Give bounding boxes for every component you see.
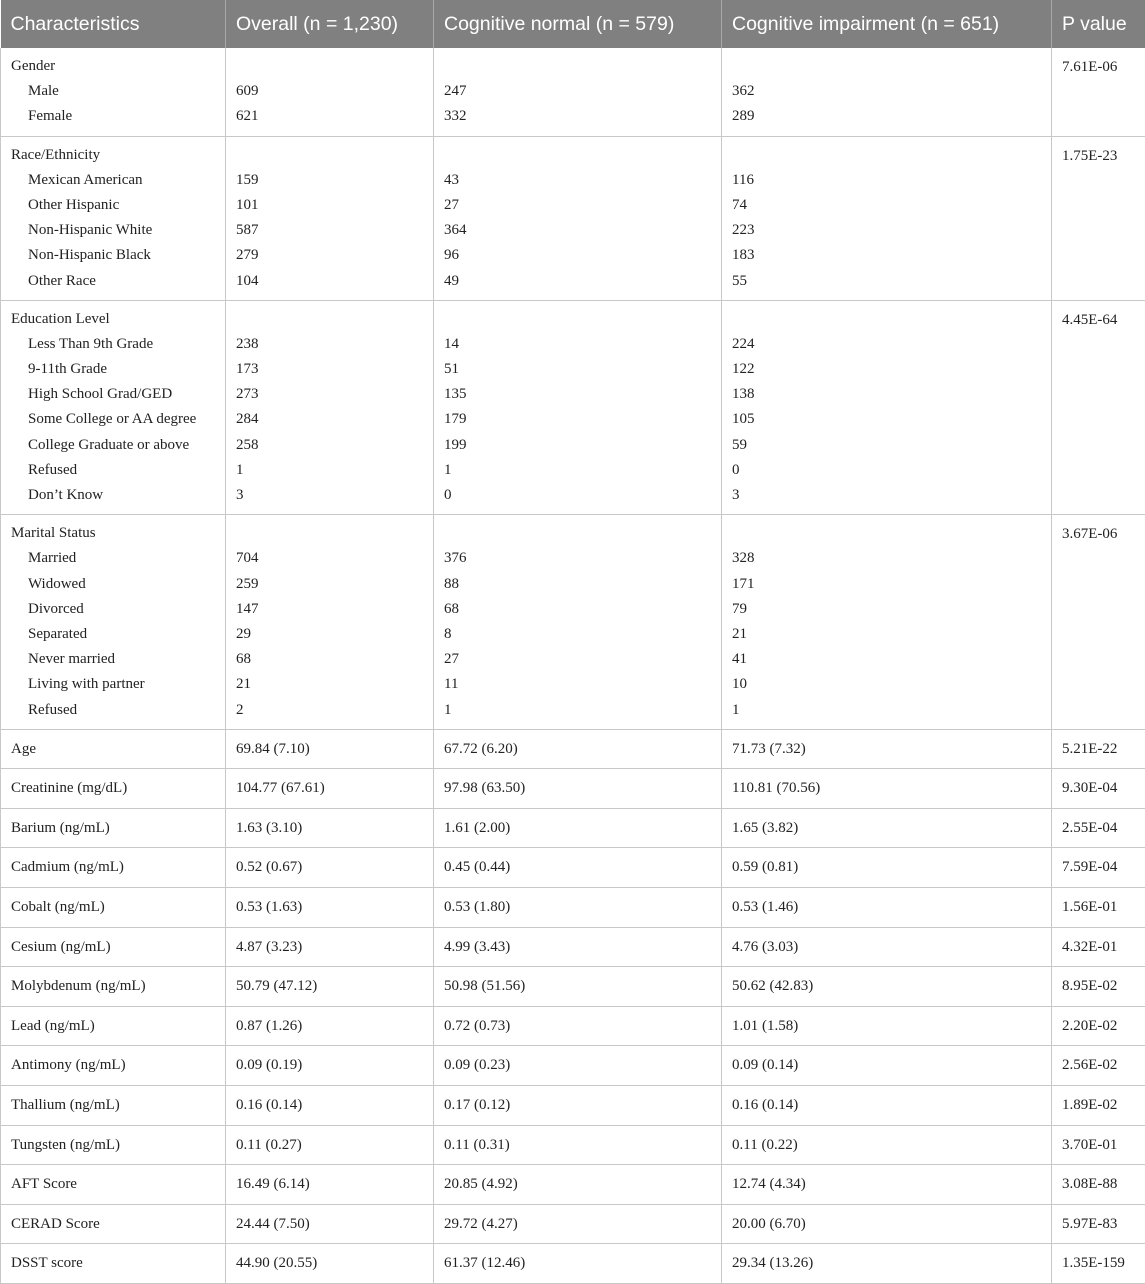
characteristic-cell: CERAD Score [1, 1204, 226, 1244]
p-value-cell: 9.30E-04 [1052, 769, 1145, 809]
cognitive-impairment-cell: 29.34 (13.26) [722, 1244, 1052, 1284]
count-value: 173 [236, 357, 423, 382]
characteristic-cell: Antimony (ng/mL) [1, 1046, 226, 1086]
spacer-line [732, 521, 1041, 546]
characteristic-cell: DSST score [1, 1244, 226, 1284]
overall-cell: 4.87 (3.23) [226, 927, 434, 967]
cognitive-normal-cell: 0.17 (0.12) [434, 1086, 722, 1126]
overall-cell: 16.49 (6.14) [226, 1165, 434, 1205]
cognitive-normal-cell: 4.99 (3.43) [434, 927, 722, 967]
cognitive-normal-cell: 0.11 (0.31) [434, 1125, 722, 1165]
characteristic-cell: Lead (ng/mL) [1, 1006, 226, 1046]
cognitive-impairment-cell: 12.74 (4.34) [722, 1165, 1052, 1205]
table-group-row [1, 48, 1145, 136]
count-value: 3 [236, 483, 423, 508]
category-label: 9-11th Grade [11, 357, 215, 382]
category-label: Married [11, 546, 215, 571]
overall-cell: 24.44 (7.50) [226, 1204, 434, 1244]
table-row [1, 1204, 1145, 1244]
p-value-cell: 2.20E-02 [1052, 1006, 1145, 1046]
p-value-cell: 5.21E-22 [1052, 729, 1145, 769]
characteristic-cell: Cadmium (ng/mL) [1, 848, 226, 888]
p-value-cell: 2.55E-04 [1052, 808, 1145, 848]
count-value: 51 [444, 357, 711, 382]
table-row [1, 888, 1145, 928]
count-value: 279 [236, 243, 423, 268]
count-value: 1 [236, 458, 423, 483]
category-label: Mexican American [11, 168, 215, 193]
count-value: 21 [236, 672, 423, 697]
spacer-line [236, 307, 423, 332]
count-value: 587 [236, 218, 423, 243]
cognitive-normal-cell: 0.45 (0.44) [434, 848, 722, 888]
overall-cell: 0.16 (0.14) [226, 1086, 434, 1126]
cognitive-impairment-cell [722, 300, 1052, 515]
cognitive-impairment-cell: 0.59 (0.81) [722, 848, 1052, 888]
count-value: 364 [444, 218, 711, 243]
table-row [1, 1046, 1145, 1086]
overall-cell: 0.87 (1.26) [226, 1006, 434, 1046]
count-value: 171 [732, 572, 1041, 597]
overall-cell [226, 136, 434, 300]
p-value-cell: 1.56E-01 [1052, 888, 1145, 928]
cognitive-impairment-cell [722, 48, 1052, 136]
spacer-line [732, 143, 1041, 168]
cognitive-impairment-cell [722, 136, 1052, 300]
category-label: High School Grad/GED [11, 382, 215, 407]
cognitive-normal-cell: 20.85 (4.92) [434, 1165, 722, 1205]
count-value: 10 [732, 672, 1041, 697]
table-row [1, 927, 1145, 967]
characteristic-cell: Molybdenum (ng/mL) [1, 967, 226, 1007]
p-value-cell: 7.59E-04 [1052, 848, 1145, 888]
cognitive-normal-cell: 0.72 (0.73) [434, 1006, 722, 1046]
spacer-line [444, 54, 711, 79]
table-row [1, 1086, 1145, 1126]
characteristic-cell: Cobalt (ng/mL) [1, 888, 226, 928]
category-label: Some College or AA degree [11, 407, 215, 432]
count-value: 101 [236, 193, 423, 218]
category-label: Non-Hispanic White [11, 218, 215, 243]
category-label: Refused [11, 698, 215, 723]
spacer-line [444, 143, 711, 168]
category-label: Other Race [11, 269, 215, 294]
characteristic-cell: Cesium (ng/mL) [1, 927, 226, 967]
category-label: Less Than 9th Grade [11, 332, 215, 357]
category-label: Widowed [11, 572, 215, 597]
count-value: 41 [732, 647, 1041, 672]
spacer-line [236, 143, 423, 168]
count-value: 49 [444, 269, 711, 294]
spacer-line [236, 521, 423, 546]
group-label: Gender [11, 54, 215, 79]
overall-cell: 0.09 (0.19) [226, 1046, 434, 1086]
table-row [1, 808, 1145, 848]
cognitive-normal-cell: 1.61 (2.00) [434, 808, 722, 848]
cognitive-normal-cell: 97.98 (63.50) [434, 769, 722, 809]
count-value: 258 [236, 433, 423, 458]
cognitive-impairment-cell: 110.81 (70.56) [722, 769, 1052, 809]
overall-cell: 1.63 (3.10) [226, 808, 434, 848]
overall-cell: 0.11 (0.27) [226, 1125, 434, 1165]
count-value: 224 [732, 332, 1041, 357]
cognitive-impairment-cell: 1.65 (3.82) [722, 808, 1052, 848]
overall-cell: 104.77 (67.61) [226, 769, 434, 809]
header-cognitive-normal: Cognitive normal (n = 579) [434, 0, 722, 48]
count-value: 104 [236, 269, 423, 294]
count-value: 116 [732, 168, 1041, 193]
count-value: 179 [444, 407, 711, 432]
table-row [1, 848, 1145, 888]
overall-cell: 0.52 (0.67) [226, 848, 434, 888]
count-value: 362 [732, 79, 1041, 104]
count-value: 159 [236, 168, 423, 193]
category-label: Male [11, 79, 215, 104]
count-value: 21 [732, 622, 1041, 647]
count-value: 135 [444, 382, 711, 407]
count-value: 11 [444, 672, 711, 697]
table-group-row [1, 515, 1145, 730]
count-value: 138 [732, 382, 1041, 407]
group-label-cell [1, 136, 226, 300]
p-value-cell: 8.95E-02 [1052, 967, 1145, 1007]
count-value: 27 [444, 647, 711, 672]
cognitive-impairment-cell: 0.53 (1.46) [722, 888, 1052, 928]
category-label: Don’t Know [11, 483, 215, 508]
table-row [1, 1125, 1145, 1165]
cognitive-impairment-cell: 0.11 (0.22) [722, 1125, 1052, 1165]
p-value-cell: 1.89E-02 [1052, 1086, 1145, 1126]
characteristic-cell: Barium (ng/mL) [1, 808, 226, 848]
category-label: College Graduate or above [11, 433, 215, 458]
count-value: 1 [444, 698, 711, 723]
cognitive-impairment-cell: 20.00 (6.70) [722, 1204, 1052, 1244]
category-label: Other Hispanic [11, 193, 215, 218]
category-label: Non-Hispanic Black [11, 243, 215, 268]
group-label: Race/Ethnicity [11, 143, 215, 168]
group-label-cell [1, 515, 226, 730]
table-row [1, 729, 1145, 769]
count-value: 1 [732, 698, 1041, 723]
table-row [1, 1244, 1145, 1284]
table-row [1, 769, 1145, 809]
cognitive-impairment-cell: 4.76 (3.03) [722, 927, 1052, 967]
cognitive-normal-cell [434, 300, 722, 515]
count-value: 59 [732, 433, 1041, 458]
count-value: 122 [732, 357, 1041, 382]
count-value: 14 [444, 332, 711, 357]
spacer-line [732, 54, 1041, 79]
header-p-value: P value [1052, 0, 1145, 48]
cognitive-impairment-cell: 71.73 (7.32) [722, 729, 1052, 769]
count-value: 259 [236, 572, 423, 597]
p-value-cell: 1.35E-159 [1052, 1244, 1145, 1284]
count-value: 0 [732, 458, 1041, 483]
count-value: 704 [236, 546, 423, 571]
characteristic-cell: Creatinine (mg/dL) [1, 769, 226, 809]
cognitive-impairment-cell: 0.16 (0.14) [722, 1086, 1052, 1126]
header-overall: Overall (n = 1,230) [226, 0, 434, 48]
characteristic-cell: Thallium (ng/mL) [1, 1086, 226, 1126]
p-value-cell: 2.56E-02 [1052, 1046, 1145, 1086]
count-value: 328 [732, 546, 1041, 571]
count-value: 105 [732, 407, 1041, 432]
cognitive-normal-cell: 67.72 (6.20) [434, 729, 722, 769]
count-value: 68 [236, 647, 423, 672]
count-value: 199 [444, 433, 711, 458]
category-label: Divorced [11, 597, 215, 622]
overall-cell [226, 48, 434, 136]
group-label-cell [1, 300, 226, 515]
count-value: 68 [444, 597, 711, 622]
p-value-cell [1052, 300, 1145, 515]
group-label-cell [1, 48, 226, 136]
cognitive-normal-cell: 50.98 (51.56) [434, 967, 722, 1007]
count-value: 55 [732, 269, 1041, 294]
count-value: 183 [732, 243, 1041, 268]
spacer-line [444, 521, 711, 546]
count-value: 332 [444, 104, 711, 129]
overall-cell: 50.79 (47.12) [226, 967, 434, 1007]
table-group-row [1, 300, 1145, 515]
header-cognitive-impairment: Cognitive impairment (n = 651) [722, 0, 1052, 48]
count-value: 8 [444, 622, 711, 647]
spacer-line [236, 54, 423, 79]
count-value: 289 [732, 104, 1041, 129]
category-label: Female [11, 104, 215, 129]
characteristic-cell: Age [1, 729, 226, 769]
overall-cell: 44.90 (20.55) [226, 1244, 434, 1284]
count-value: 238 [236, 332, 423, 357]
count-value: 3 [732, 483, 1041, 508]
count-value: 88 [444, 572, 711, 597]
p-value: 4.45E-64 [1062, 308, 1135, 333]
cognitive-normal-cell [434, 136, 722, 300]
category-label: Living with partner [11, 672, 215, 697]
cognitive-normal-cell [434, 48, 722, 136]
p-value-cell: 5.97E-83 [1052, 1204, 1145, 1244]
characteristic-cell: AFT Score [1, 1165, 226, 1205]
count-value: 376 [444, 546, 711, 571]
p-value-cell: 4.32E-01 [1052, 927, 1145, 967]
spacer-line [444, 307, 711, 332]
count-value: 247 [444, 79, 711, 104]
p-value: 7.61E-06 [1062, 55, 1135, 80]
count-value: 223 [732, 218, 1041, 243]
count-value: 2 [236, 698, 423, 723]
p-value: 1.75E-23 [1062, 144, 1135, 169]
cognitive-impairment-cell: 1.01 (1.58) [722, 1006, 1052, 1046]
cognitive-normal-cell: 0.53 (1.80) [434, 888, 722, 928]
count-value: 621 [236, 104, 423, 129]
group-label: Marital Status [11, 521, 215, 546]
table-row [1, 967, 1145, 1007]
category-label: Never married [11, 647, 215, 672]
count-value: 43 [444, 168, 711, 193]
overall-cell [226, 300, 434, 515]
overall-cell: 69.84 (7.10) [226, 729, 434, 769]
count-value: 147 [236, 597, 423, 622]
cognitive-normal-cell [434, 515, 722, 730]
characteristic-cell: Tungsten (ng/mL) [1, 1125, 226, 1165]
p-value: 3.67E-06 [1062, 522, 1135, 547]
cognitive-normal-cell: 61.37 (12.46) [434, 1244, 722, 1284]
cognitive-normal-cell: 0.09 (0.23) [434, 1046, 722, 1086]
category-label: Refused [11, 458, 215, 483]
p-value-cell [1052, 515, 1145, 730]
p-value-cell [1052, 48, 1145, 136]
count-value: 27 [444, 193, 711, 218]
count-value: 79 [732, 597, 1041, 622]
count-value: 273 [236, 382, 423, 407]
group-label: Education Level [11, 307, 215, 332]
cognitive-impairment-cell: 50.62 (42.83) [722, 967, 1052, 1007]
count-value: 1 [444, 458, 711, 483]
category-label: Separated [11, 622, 215, 647]
count-value: 74 [732, 193, 1041, 218]
table-header-row [1, 0, 1145, 48]
cognitive-impairment-cell [722, 515, 1052, 730]
spacer-line [732, 307, 1041, 332]
count-value: 609 [236, 79, 423, 104]
count-value: 96 [444, 243, 711, 268]
table-row [1, 1165, 1145, 1205]
count-value: 284 [236, 407, 423, 432]
cognitive-normal-cell: 29.72 (4.27) [434, 1204, 722, 1244]
p-value-cell [1052, 136, 1145, 300]
overall-cell [226, 515, 434, 730]
header-characteristics: Characteristics [1, 0, 226, 48]
overall-cell: 0.53 (1.63) [226, 888, 434, 928]
p-value-cell: 3.70E-01 [1052, 1125, 1145, 1165]
cognitive-impairment-cell: 0.09 (0.14) [722, 1046, 1052, 1086]
count-value: 29 [236, 622, 423, 647]
count-value: 0 [444, 483, 711, 508]
table-row [1, 1006, 1145, 1046]
table-group-row [1, 136, 1145, 300]
p-value-cell: 3.08E-88 [1052, 1165, 1145, 1205]
